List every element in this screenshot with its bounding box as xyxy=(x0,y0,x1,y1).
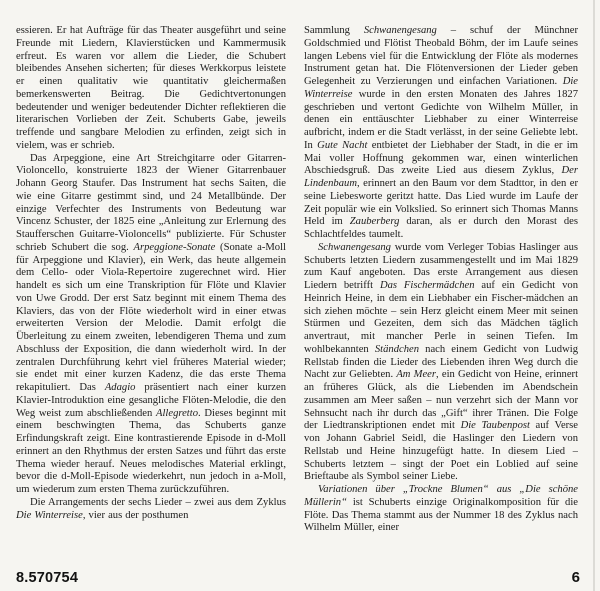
text-run: – schuf der Münchner Goldschmied und Flötist Theobald Böhm, der im Laufe seines langen Lebens viel für die Entwicklung der Flöte als modernes Instrument getan hat. Die Flötenversionen der Lieder geben Gelegenheit zu Verzierungen und einfachen Variationen. xyxy=(304,25,578,87)
italic-text-run: Schwanengesang xyxy=(363,25,437,36)
text-run: Die Arrangements der sechs Lieder – zwei aus dem Zyklus xyxy=(30,496,286,508)
paragraph xyxy=(16,497,286,523)
italic-text-run: Ständchen xyxy=(374,343,420,355)
text-run: präsentiert nach einer kurzen Klavier-Introduktion eine gesangliche Flöten-Melodie, die den Weg weist zum abschließenden xyxy=(16,382,286,419)
right-column xyxy=(304,25,578,573)
paragraph xyxy=(304,25,578,242)
text-run: (Sonate a-Moll für Arpeggione und Klavier), ein Werk, das heute allgemein dem Cello- oder Viola-Repertoire zugerechnet wird. Hier handelt es sich um eine Transkription für Flöte und Klavier von Uwe Grodd. Der erst Satz beginnt mit einem Thema des Klaviers, das von der Flöte wiederholt wird in einer etwas erweiterten Version der Melodie. Damit erfolgt die Überleitung zu einem zweiten, lebendigeren Thema und zum Abschluss der Exposition, die dann wiederholt wird. In der zentralen Durchführung kehrt viel früheres Material wieder; sie endet mit einer kurzen Kadenz, die das erste Thema rekapituliert. Das xyxy=(16,241,286,393)
italic-text-run: Die Taubenpost xyxy=(460,420,530,432)
text-run: . Dieses beginnt mit einem beschwingten Thema, das Schuberts ganze Erfindungskraft zeigt. Eine kontrastierende Episode in d-Moll erinnert an den Rhythmus der ersten Satzes und führt das erste Thema wieder herauf. Neues melodisches Material erklingt, bevor die d-Moll-Episode wiederkehrt, nun jedoch in a-Moll, um wiederum zum ersten Thema zurückzuführen. xyxy=(16,407,286,495)
italic-text-run: Der Lindenbaum xyxy=(304,165,578,189)
text-run: ist Schuberts einzige Originalkomposition für die Flöte. Das Thema stammt aus der Nummer 18 des Zyklus nach Wilhelm Müller, einer xyxy=(304,496,578,534)
page-number: 6 xyxy=(571,569,580,586)
italic-text-run: Adagio xyxy=(104,382,136,393)
text-run: , ein Gedicht von Heine, erinnert an früheres Glück, als die Liebenden im Abendschein zusammen am Meer saßen – nun verzehrt sich der Mann vor Sehnsucht nach ihr durch das „Gift“ ihrer Tränen. Die Folge der Liedtranskriptionen endet mit xyxy=(304,369,578,432)
italic-text-run: Am Meer xyxy=(396,369,437,381)
text-columns xyxy=(16,25,578,573)
left-column xyxy=(16,25,286,573)
text-run: Das Arpeggione, eine Art Streichgitarre oder Gitarren-Violoncello, konstruierte 1823 der Wiener Gitarrenbauer Johann Georg Staufer. Das Instrument hat sechs Saiten, die wie eine Gitarre gestimmt sind, und 24 Metallbünde. Der einzige Verfechter des Instruments von Bedeutung war Vincenz Schuster, der 1825 eine „Anleitung zur Erlernung des Staufferschen Guitarre-Violoncells“ publizierte. Für Schuster schrieb Schubert die sog. xyxy=(16,152,286,253)
italic-text-run: Gute Nacht xyxy=(317,139,368,151)
text-run: , erinnert an den Baum vor dem Stadttor, in den er seine Liebesworte geritzt hatte. Das Lied wurde im Laufe der Zeit populär wie ein Volkslied. So erinnert sich Thomas Manns Held im xyxy=(304,178,578,228)
paragraph xyxy=(16,153,286,497)
text-run: Sammlung xyxy=(304,25,364,36)
italic-text-run: Die Winterreise xyxy=(16,509,83,521)
text-run: auf ein Gedicht von Heinrich Heine, in dem ein Liebhaber ein Fischer-mädchen an sich ziehen möchte – sein Herz gleicht einem Meer mit seinen Stürmen und Gezeiten, dem sich das Mädchen täglich anvertraut, mit mancher Perle in seinen Tiefen. Im wohlbekannten xyxy=(304,280,578,355)
italic-text-run: Schwanengesang xyxy=(318,241,391,253)
italic-text-run: Variationen über „Trockne Blumen“ aus „Die schöne Müllerin“ xyxy=(304,484,578,508)
catalog-number: 8.570754 xyxy=(16,570,79,586)
paragraph xyxy=(304,484,578,535)
paragraph xyxy=(304,242,578,484)
text-run: nach einem Gedicht von Ludwig Rellstab finden die Lieder des Liebenden ihren Weg durch die Nacht zur Geliebten. xyxy=(304,343,578,381)
text-run: , vier aus der posthumen xyxy=(82,509,189,521)
paragraph xyxy=(16,25,286,153)
italic-text-run: Arpeggione-Sonate xyxy=(133,241,216,253)
text-run: wurde in den ersten Monaten des Jahres 1827 geschrieben und vertont Gedichte von Wilhelm Müller, in denen ein enttäuschter Liebhaber zu einer Winterreise aufbricht, indem er die Stadt verlässt, in der seine Geliebte lebt. In xyxy=(304,88,578,151)
text-run: essieren. Er hat Aufträge für das Theater ausgeführt und seine Freunde mit Liedern, Klavierstücken und Kammermusik erfreut. Es waren vor allem die Lieder, die Schubert bleibendes Ansehen sicherten; für dieses Werkkorpus leistete er einen qualitativ wie quantitativ gleichermaßen bemerkenswerten Beitrag. Die Gedichtvertonungen bedeutender und weniger bedeutender Dichter reflektieren die literarischen Vorlieben der Zeit. Schuberts Gabe, jeweils treffende und sangbare Melodien zu erfinden, zeigt sich in vielem, was er schrieb. xyxy=(16,25,286,151)
italic-text-run: Zauberberg xyxy=(349,216,400,228)
text-run: entbietet der Liebhaber der Stadt, in die er im Mai voller Hoffnung gekommen war, einen winterlichen Abschiedsgruß. Das zweite Lied aus diesem Zyklus, xyxy=(304,139,578,177)
italic-text-run: Allegretto xyxy=(156,407,198,419)
italic-text-run: Die Winterreise xyxy=(304,76,578,100)
scan-artifact-line xyxy=(593,0,595,591)
text-run: auf Verse von Johann Gabriel Seidl, die Haslinger den Liedern von Rellstab und Heine hinzugefügt hatte. In diesem Lied – Schuberts letztem – singt der Poet ein Loblied auf seine Brieftaube als Symbol seiner Liebe. xyxy=(304,420,578,483)
italic-text-run: Das Fischermädchen xyxy=(379,280,475,291)
text-run: daran, als er durch den Morast des Schlachtfeldes taumelt. xyxy=(304,216,578,240)
text-run: wurde vom Verleger Tobias Haslinger aus Schuberts letzten Liedern zusammengestellt und im Mai 1829 zum Kauf angeboten. Das erste Arrangement aus diesen Liedern betrifft xyxy=(304,241,578,291)
